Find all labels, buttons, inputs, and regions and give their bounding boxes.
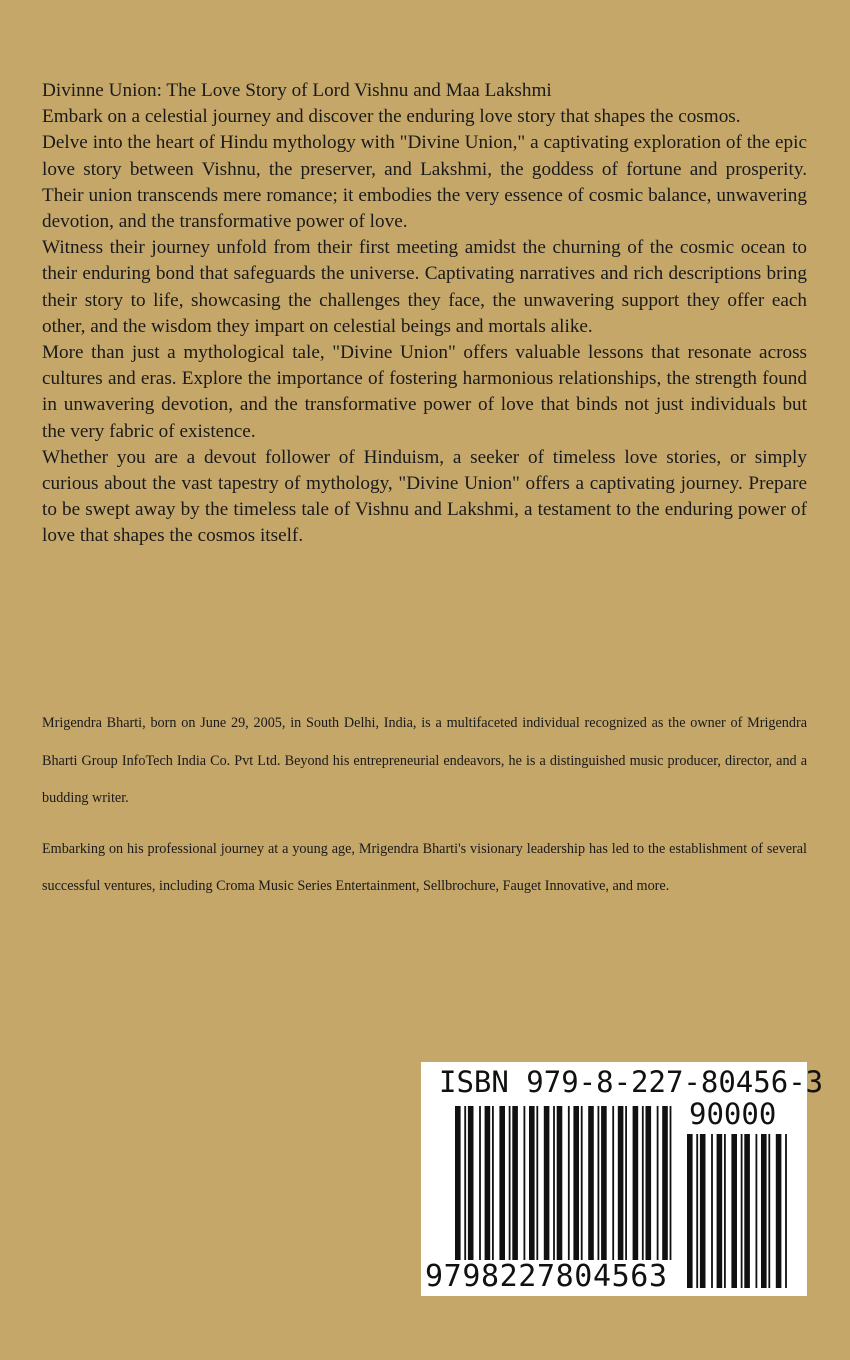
ean-bar-26	[646, 1106, 652, 1260]
ean-bar-21	[612, 1106, 614, 1260]
back-cover-blurb	[42, 78, 807, 550]
addon-bar-1	[696, 1134, 698, 1288]
ean-bar-4	[485, 1106, 491, 1260]
addon-price-code: 90000	[689, 1097, 777, 1131]
ean-bar-27	[657, 1106, 659, 1260]
addon-bar-11	[768, 1134, 770, 1288]
blurb-paragraph-5: Whether you are a devout follower of Hinduism, a seeker of timeless love stories, or simply curious about the vast tapestry of mythology, "Divine Union" offers a captivating journey. Prepare to be swept away by the timeless tale of Vishnu and Lakshmi, a testament to the enduring power of love that shapes the cosmos itself.	[42, 446, 807, 547]
ean-bar-7	[509, 1106, 511, 1260]
ean-bar-29	[670, 1106, 672, 1260]
blurb-paragraph-3: Witness their journey unfold from their first meeting amidst the churning of the cosmic ocean to their enduring bond that safeguards the universe. Captivating narratives and rich descriptions bring their story to life, showcasing the challenges they face, the unwavering support they offer each other, and the wisdom they impart on celestial beings and mortals alike.	[42, 237, 807, 337]
isbn-barcode	[421, 1062, 824, 1296]
ean-digits: 9798227804563	[425, 1259, 668, 1294]
addon-bar-9	[756, 1134, 758, 1288]
isbn-label: ISBN 979-8-227-80456-3	[439, 1065, 824, 1099]
ean-bar-24	[633, 1106, 639, 1260]
ean-bar-15	[568, 1106, 570, 1260]
blurb-paragraph-4: More than just a mythological tale, "Divine Union" offers valuable lessons that resonate across cultures and eras. Explore the importance of fostering harmonious relationships, the strength found in unwavering devotion, and the transformative power of love that binds not just individuals but the very fabric of existence.	[42, 342, 807, 442]
ean-bar-14	[557, 1106, 563, 1260]
ean-bar-16	[573, 1106, 579, 1260]
author-bio-paragraph-1: Mrigendra Bharti, born on June 29, 2005, in South Delhi, India, is a multifaceted individual recognized as the owner of Mrigendra Bharti Group InfoTech India Co. Pvt Ltd. Beyond his entrepreneurial endeavors, he is a distinguished music producer, director, and a budding writer.	[42, 715, 807, 806]
ean-bar-6	[499, 1106, 505, 1260]
addon-bar-4	[717, 1134, 723, 1288]
ean-bar-8	[512, 1106, 518, 1260]
ean-bar-2	[468, 1106, 474, 1260]
book-title: Divinne Union: The Love Story of Lord Vishnu and Maa Lakshmi	[42, 80, 552, 101]
ean-bar-22	[618, 1106, 624, 1260]
ean-bar-23	[625, 1106, 627, 1260]
ean-bar-5	[492, 1106, 494, 1260]
ean-bar-28	[662, 1106, 668, 1260]
ean-bar-11	[536, 1106, 538, 1260]
addon-bar-12	[776, 1134, 782, 1288]
ean-bar-18	[588, 1106, 594, 1260]
ean-bar-1	[464, 1106, 466, 1260]
ean-bar-17	[581, 1106, 583, 1260]
author-bio-paragraph-2: Embarking on his professional journey at a young age, Mrigendra Bharti's visionary leadership has led to the establishment of several successful ventures, including Croma Music Series Entertainment, Sellbrochure, Fauget Innovative, and more.	[42, 840, 807, 894]
addon-bar-2	[700, 1134, 706, 1288]
ean-bar-3	[479, 1106, 481, 1260]
addon-bar-7	[741, 1134, 743, 1288]
addon-bar-5	[724, 1134, 726, 1288]
ean-bar-25	[642, 1106, 644, 1260]
ean-bar-0	[455, 1106, 461, 1260]
blurb-paragraph-1: Embark on a celestial journey and discover the enduring love story that shapes the cosmos.	[42, 106, 741, 128]
addon-bar-8	[744, 1134, 750, 1288]
ean-bars	[455, 1106, 671, 1260]
addon-bar-0	[687, 1134, 693, 1288]
ean-bar-10	[529, 1106, 535, 1260]
addon-bars	[687, 1134, 787, 1288]
author-bio	[42, 705, 807, 906]
ean-bar-13	[553, 1106, 555, 1260]
ean-bar-12	[544, 1106, 550, 1260]
addon-bar-13	[785, 1134, 787, 1288]
addon-bar-3	[711, 1134, 713, 1288]
addon-bar-6	[731, 1134, 737, 1288]
ean-bar-9	[524, 1106, 526, 1260]
ean-bar-20	[601, 1106, 607, 1260]
blurb-paragraph-2: Delve into the heart of Hindu mythology with "Divine Union," a captivating exploration of the epic love story between Vishnu, the preserver, and Lakshmi, the goddess of fortune and prosperity. Their union transcends mere romance; it embodies the very essence of cosmic balance, unwavering devotion, and the transformative power of love.	[42, 132, 807, 233]
addon-bar-10	[761, 1134, 767, 1288]
ean-bar-19	[598, 1106, 600, 1260]
